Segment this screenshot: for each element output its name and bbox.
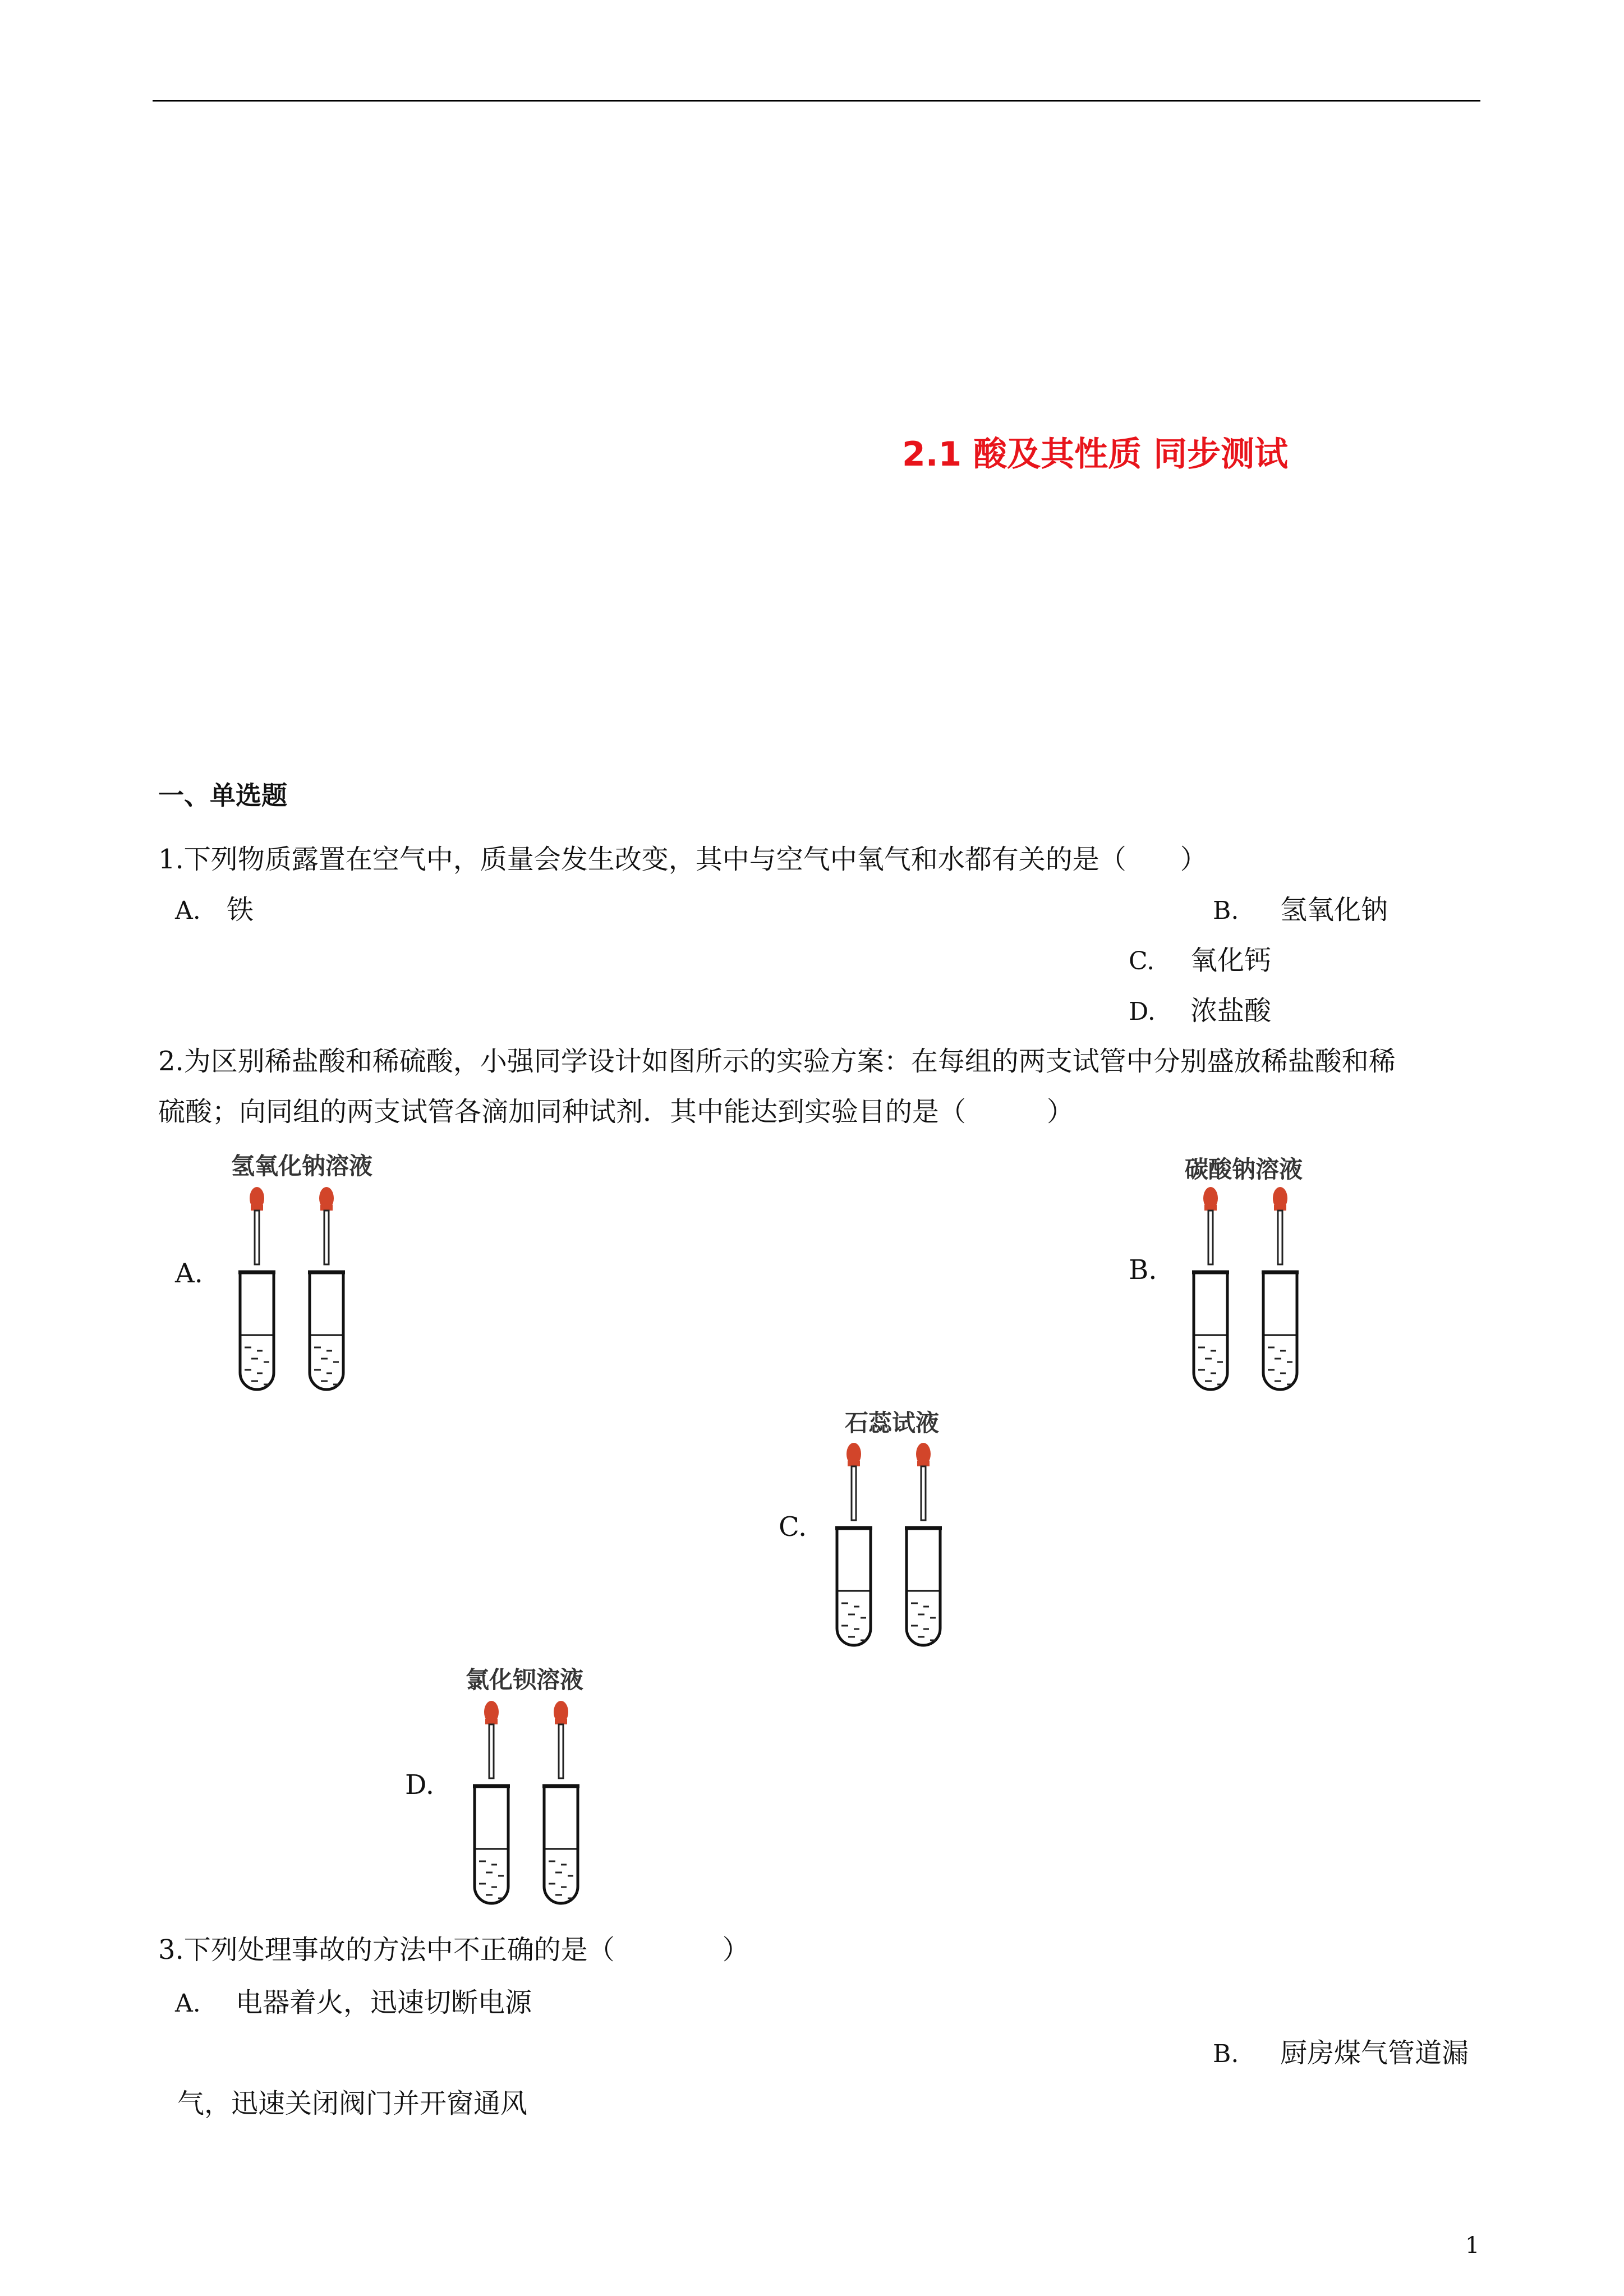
dropper-tube-icon	[489, 1724, 494, 1778]
q2-option-b-letter[interactable]: B.	[1129, 1254, 1157, 1286]
question-3-stem: 3.下列处理事故的方法中不正确的是（ ）	[158, 1934, 749, 1966]
q2-option-a-letter[interactable]: A.	[175, 1258, 203, 1289]
option-letter: B.	[1213, 2040, 1239, 2068]
page-title: 2.1 酸及其性质 同步测试	[902, 435, 1289, 474]
q2-option-d-reagent: 氯化钡溶液	[466, 1666, 584, 1694]
q2-option-c-test-tubes-icon[interactable]	[832, 1441, 956, 1665]
dropper-tube-icon	[559, 1724, 563, 1778]
q1-option-b[interactable]	[1213, 894, 1388, 926]
dropper-tube-icon	[255, 1211, 259, 1264]
q1-option-a[interactable]	[175, 894, 254, 926]
q3-option-a[interactable]	[175, 1989, 532, 2016]
test-tube-icon	[544, 1786, 578, 1903]
q2-option-d-test-tubes-icon[interactable]	[470, 1699, 594, 1923]
option-text: 电器着火，迅速切断电源	[236, 1987, 532, 2018]
q2-option-b-reagent: 碳酸钠溶液	[1185, 1156, 1303, 1183]
option-text: 铁	[227, 894, 254, 926]
test-tube-icon	[837, 1528, 871, 1645]
test-tube-icon	[310, 1272, 343, 1389]
question-1-stem: 1.下列物质露置在空气中，质量会发生改变，其中与空气中氧气和水都有关的是（ ）	[158, 844, 1207, 875]
test-tube-icon	[1194, 1272, 1227, 1389]
q1-option-c[interactable]	[1129, 947, 1271, 974]
q2-option-a-reagent: 氢氧化钠溶液	[231, 1152, 373, 1180]
page-number: 1	[1465, 2233, 1480, 2258]
option-letter: D.	[1129, 997, 1156, 1026]
q2-option-c-reagent: 石蕊试液	[845, 1409, 940, 1437]
q3-option-b[interactable]	[1213, 2037, 1469, 2069]
q2-option-b-test-tubes-icon[interactable]	[1189, 1185, 1313, 1409]
test-tube-icon	[1263, 1272, 1297, 1389]
option-text: 氧化钙	[1190, 945, 1272, 976]
dropper-tube-icon	[1278, 1211, 1282, 1264]
q1-option-d[interactable]	[1129, 995, 1272, 1027]
q2-option-c-letter[interactable]: C.	[779, 1511, 807, 1543]
option-text-line1: 厨房煤气管道漏	[1280, 2037, 1469, 2069]
dropper-tube-icon	[852, 1466, 856, 1520]
header-rule	[153, 100, 1480, 102]
option-text: 浓盐酸	[1190, 995, 1272, 1027]
q2-option-a-test-tubes-icon[interactable]	[236, 1185, 359, 1409]
question-2-stem-line1: 2.为区别稀盐酸和稀硫酸，小强同学设计如图所示的实验方案：在每组的两支试管中分别盛放稀盐酸和稀	[158, 1046, 1396, 1077]
q2-option-d-letter[interactable]: D.	[405, 1769, 435, 1801]
q3-option-b-continued: 气，迅速关闭阀门并开窗通风	[177, 2088, 528, 2119]
option-letter: A.	[175, 896, 201, 925]
option-letter: C.	[1129, 947, 1155, 976]
test-tube-icon	[907, 1528, 940, 1645]
test-tube-icon	[240, 1272, 274, 1389]
test-tube-icon	[475, 1786, 508, 1903]
dropper-tube-icon	[324, 1211, 329, 1264]
section-heading: 一、单选题	[158, 780, 287, 811]
dropper-tube-icon	[1208, 1211, 1213, 1264]
option-text: 氢氧化钠	[1280, 894, 1388, 926]
question-2-stem-line2: 硫酸；向同组的两支试管各滴加同种试剂．其中能达到实验目的是（ ）	[158, 1096, 1074, 1128]
option-letter: A.	[175, 1989, 201, 2018]
option-letter: B.	[1213, 896, 1239, 925]
dropper-tube-icon	[921, 1466, 926, 1520]
